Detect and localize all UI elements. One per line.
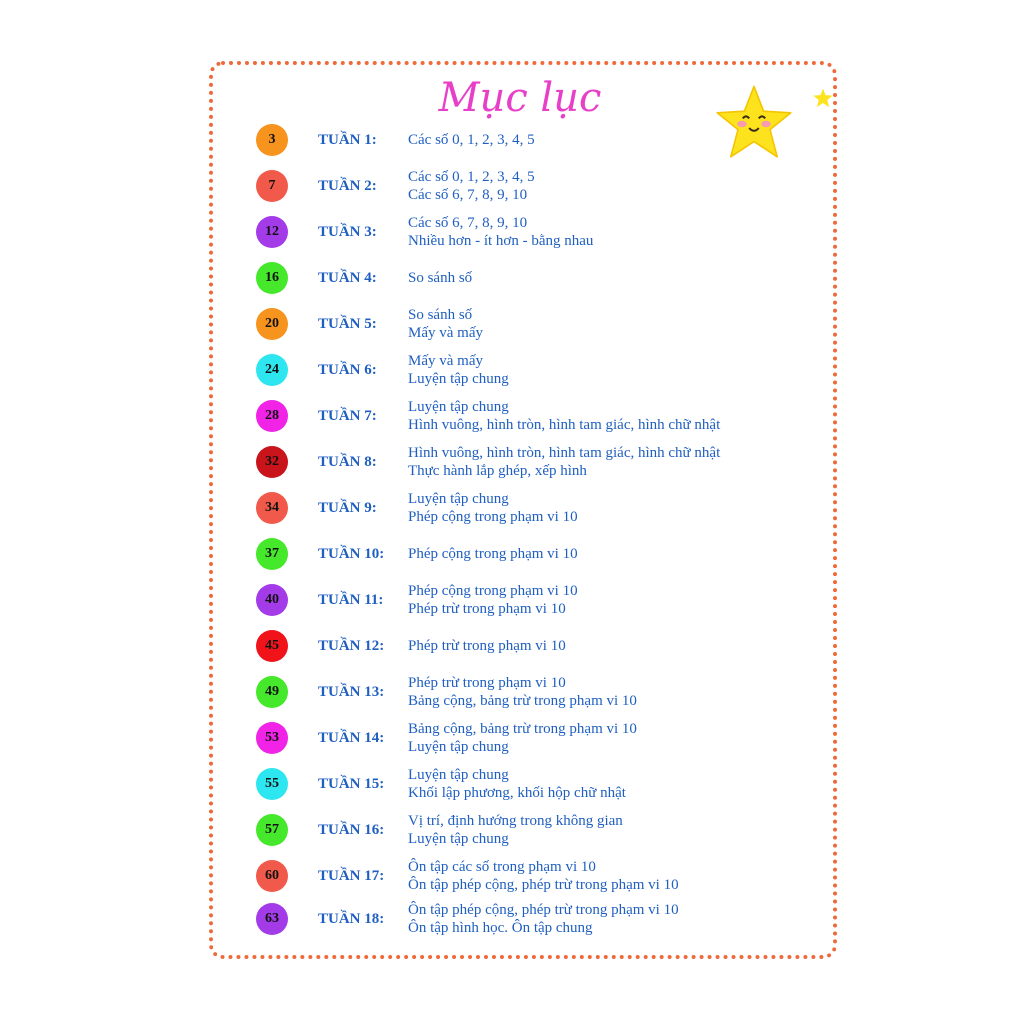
topic-line: Phép cộng trong phạm vi 10 — [408, 509, 578, 525]
topic-list — [408, 306, 483, 343]
page-number-badge: 20 — [256, 308, 288, 340]
week-label: TUẦN 11: — [318, 592, 384, 608]
toc-row — [0, 439, 1024, 485]
topic-line: Phép cộng trong phạm vi 10 — [408, 582, 578, 599]
toc-row — [0, 531, 1024, 577]
page-number-badge: 40 — [256, 584, 288, 616]
week-label: TUẦN 7: — [318, 408, 377, 424]
topic-list — [408, 812, 623, 849]
topic-list — [408, 545, 578, 564]
week-label: TUẦN 6: — [318, 362, 377, 378]
topic-list — [408, 766, 626, 803]
topic-line: Các số 0, 1, 2, 3, 4, 5 — [408, 168, 535, 185]
topic-line: Luyện tập chung — [408, 490, 509, 507]
topic-line: Khối lập phương, khối hộp chữ nhật — [408, 785, 626, 801]
week-label: TUẦN 5: — [318, 316, 377, 332]
topic-line: Phép cộng trong phạm vi 10 — [408, 545, 578, 562]
page-number-badge: 34 — [256, 492, 288, 524]
toc-row — [0, 623, 1024, 669]
week-label: TUẦN 4: — [318, 270, 377, 286]
topic-line: Ôn tập phép cộng, phép trừ trong phạm vi 10 — [408, 901, 679, 918]
toc-row — [0, 896, 1024, 942]
toc-row — [0, 485, 1024, 531]
topic-list — [408, 674, 637, 711]
week-label: TUẦN 9: — [318, 500, 377, 516]
topic-list — [408, 444, 720, 481]
topic-line: Phép trừ trong phạm vi 10 — [408, 637, 566, 654]
topic-line: Nhiều hơn - ít hơn - bằng nhau — [408, 233, 594, 249]
topic-line: Thực hành lắp ghép, xếp hình — [408, 463, 587, 479]
toc-row — [0, 347, 1024, 393]
week-label: TUẦN 16: — [318, 822, 385, 838]
topic-list — [408, 352, 509, 389]
page-title: Mục lục — [438, 75, 602, 121]
small-star-icon — [812, 88, 834, 108]
topic-list — [408, 901, 679, 938]
week-label: TUẦN 15: — [318, 776, 385, 792]
topic-line: Hình vuông, hình tròn, hình tam giác, hình chữ nhật — [408, 444, 721, 461]
topic-list — [408, 168, 535, 205]
page-number-badge: 60 — [256, 860, 288, 892]
page-number-badge: 3 — [256, 124, 288, 156]
page-number-badge: 53 — [256, 722, 288, 754]
page-number-badge: 12 — [256, 216, 288, 248]
page-number-badge: 63 — [256, 903, 288, 935]
toc-row — [0, 209, 1024, 255]
week-label: TUẦN 10: — [318, 546, 385, 562]
topic-line: Phép trừ trong phạm vi 10 — [408, 601, 566, 617]
week-label: TUẦN 1: — [318, 132, 377, 148]
topic-line: So sánh số — [408, 269, 473, 286]
topic-line: Luyện tập chung — [408, 398, 509, 415]
topic-line: So sánh số — [408, 306, 473, 323]
week-label: TUẦN 18: — [318, 911, 385, 927]
page-number-badge: 32 — [256, 446, 288, 478]
topic-line: Ôn tập các số trong phạm vi 10 — [408, 858, 596, 875]
toc-row — [0, 715, 1024, 761]
topic-list — [408, 214, 593, 251]
page-number-badge: 37 — [256, 538, 288, 570]
topic-list — [408, 131, 535, 150]
page-number-badge: 49 — [256, 676, 288, 708]
topic-line: Các số 0, 1, 2, 3, 4, 5 — [408, 131, 535, 148]
topic-line: Luyện tập chung — [408, 739, 509, 755]
page-number-badge: 28 — [256, 400, 288, 432]
page-number-badge: 45 — [256, 630, 288, 662]
toc-row — [0, 853, 1024, 899]
toc-row — [0, 117, 1024, 163]
topic-line: Bảng cộng, bảng trừ trong phạm vi 10 — [408, 720, 637, 737]
week-label: TUẦN 14: — [318, 730, 385, 746]
topic-list — [408, 720, 637, 757]
toc-row — [0, 255, 1024, 301]
topic-line: Bảng cộng, bảng trừ trong phạm vi 10 — [408, 693, 637, 709]
toc-row — [0, 577, 1024, 623]
topic-line: Các số 6, 7, 8, 9, 10 — [408, 214, 528, 231]
topic-list — [408, 490, 578, 527]
week-label: TUẦN 8: — [318, 454, 377, 470]
topic-list — [408, 637, 566, 656]
topic-line: Phép trừ trong phạm vi 10 — [408, 674, 566, 691]
page-number-badge: 57 — [256, 814, 288, 846]
page-number-badge: 16 — [256, 262, 288, 294]
topic-line: Mấy và mấy — [408, 325, 483, 341]
toc-row — [0, 163, 1024, 209]
week-label: TUẦN 2: — [318, 178, 377, 194]
topic-line: Ôn tập hình học. Ôn tập chung — [408, 920, 593, 936]
toc-row — [0, 807, 1024, 853]
page-number-badge: 7 — [256, 170, 288, 202]
topic-list — [408, 582, 578, 619]
topic-line: Mấy và mấy — [408, 352, 483, 369]
week-label: TUẦN 12: — [318, 638, 385, 654]
topic-list — [408, 858, 679, 895]
week-label: TUẦN 13: — [318, 684, 385, 700]
toc-row — [0, 669, 1024, 715]
toc-row — [0, 393, 1024, 439]
topic-line: Luyện tập chung — [408, 831, 509, 847]
topic-line: Luyện tập chung — [408, 766, 509, 783]
topic-line: Ôn tập phép cộng, phép trừ trong phạm vi 10 — [408, 877, 679, 893]
topic-list — [408, 398, 720, 435]
page-number-badge: 55 — [256, 768, 288, 800]
topic-line: Vị trí, định hướng trong không gian — [408, 812, 623, 829]
topic-list — [408, 269, 472, 288]
topic-line: Hình vuông, hình tròn, hình tam giác, hình chữ nhật — [408, 417, 721, 433]
topic-line: Luyện tập chung — [408, 371, 509, 387]
week-label: TUẦN 17: — [318, 868, 385, 884]
page-number-badge: 24 — [256, 354, 288, 386]
topic-line: Các số 6, 7, 8, 9, 10 — [408, 187, 528, 203]
week-label: TUẦN 3: — [318, 224, 377, 240]
toc-row — [0, 301, 1024, 347]
toc-row — [0, 761, 1024, 807]
